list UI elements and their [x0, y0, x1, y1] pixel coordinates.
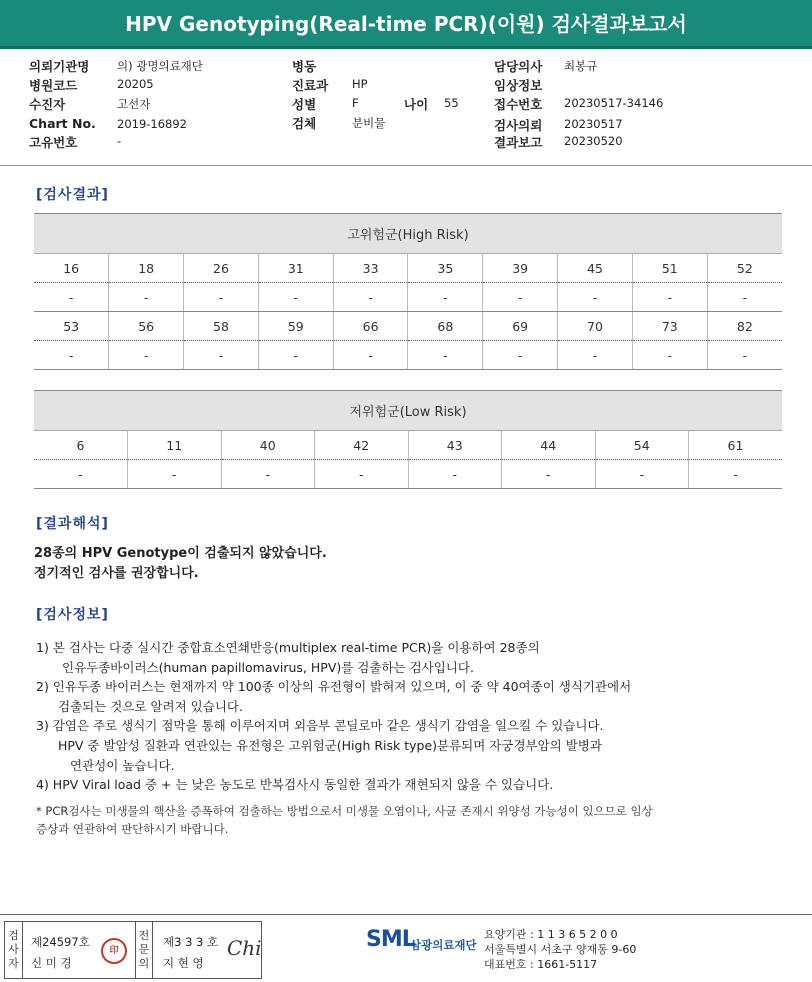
hpv-result-cell: - [184, 283, 259, 312]
info-value-sex: F [352, 96, 359, 110]
note-line: 인유두종바이러스(human papillomavirus, HPV)를 검출하는 검사입니다. [62, 659, 474, 675]
info-label-patient: 수진자 [29, 97, 66, 112]
footnote [36, 802, 776, 838]
hpv-result-cell: - [595, 460, 689, 489]
note-line: 3) 감염은 주로 생식기 점막을 통해 이루어지며 외음부 콘딜로마 같은 생식기 감염을 일으킬 수 있습니다. [36, 718, 604, 734]
note-line: 연관성이 높습니다. [70, 757, 175, 773]
info-label-chart-no: Chart No. [29, 116, 96, 131]
info-value-unique-no: - [117, 134, 122, 148]
institution-phone: 대표번호 : 1661-5117 [484, 958, 598, 971]
interpretation-text [34, 544, 327, 584]
low-risk-table [34, 390, 782, 489]
hpv-type-cell: 45 [558, 254, 633, 283]
sml-logo-name: 삼광의료재단 [410, 938, 477, 952]
info-value-patient: 고선자 [117, 97, 151, 111]
hpv-type-cell: 43 [408, 431, 502, 460]
hpv-type-cell: 52 [707, 254, 782, 283]
hpv-result-cell: - [483, 283, 558, 312]
hpv-type-cell: 61 [689, 431, 783, 460]
info-value-chart-no: 2019-16892 [117, 117, 187, 131]
info-label-sex: 성별 [292, 97, 317, 112]
footnote-line: * PCR검사는 미생물의 핵산을 증폭하여 검출하는 방법으로서 미생물 오염이나, 사균 존재시 위양성 가능성이 있으므로 임상 [36, 804, 653, 818]
hpv-type-cell: 59 [258, 312, 333, 341]
interpretation-line: 28종의 HPV Genotype이 검출되지 않았습니다. [34, 546, 327, 561]
hpv-result-cell: - [109, 341, 184, 370]
hpv-type-cell: 68 [408, 312, 483, 341]
info-label-department: 진료과 [292, 78, 329, 93]
hpv-result-cell: - [333, 341, 408, 370]
hpv-type-cell: 58 [184, 312, 259, 341]
hpv-result-cell: - [109, 283, 184, 312]
hpv-result-cell: - [34, 341, 109, 370]
tester-name: 신 미 경 [31, 956, 72, 970]
hpv-result-cell: - [315, 460, 409, 489]
footnote-line: 증상과 연관하여 판단하시기 바랍니다. [36, 822, 229, 836]
info-value-specimen: 분비물 [352, 116, 386, 130]
info-value-age: 55 [444, 96, 459, 110]
info-label-hospital-code: 병원코드 [29, 78, 78, 93]
high-risk-table [34, 213, 782, 370]
info-label-unique-no: 고유번호 [29, 135, 78, 150]
hpv-result-cell: - [221, 460, 315, 489]
hpv-result-cell: - [632, 341, 707, 370]
hpv-type-cell: 35 [408, 254, 483, 283]
hpv-type-cell: 51 [632, 254, 707, 283]
hpv-type-cell: 16 [34, 254, 109, 283]
info-label-specimen: 검체 [292, 116, 317, 131]
hpv-type-cell: 33 [333, 254, 408, 283]
hpv-type-cell: 6 [34, 431, 128, 460]
tester-vertical-label: 검사자 [5, 922, 23, 978]
info-label-ward: 병동 [292, 59, 317, 74]
hpv-type-cell: 73 [632, 312, 707, 341]
hpv-type-cell: 42 [315, 431, 409, 460]
info-label-age: 나이 [404, 97, 429, 112]
low-risk-title: 저위험군(Low Risk) [34, 391, 782, 431]
tester-license: 제24597호 [31, 935, 90, 949]
hpv-type-cell: 26 [184, 254, 259, 283]
patient-info [0, 50, 812, 166]
info-value-request-date: 20230517 [564, 117, 623, 131]
hpv-type-cell: 54 [595, 431, 689, 460]
info-value-department: HP [352, 77, 368, 91]
note-line: 1) 본 검사는 다중 실시간 중합효소연쇄반응(multiplex real-time PCR)을 이용하여 28종의 [36, 640, 540, 655]
hpv-type-cell: 31 [258, 254, 333, 283]
specialist-name: 지 현 영 [163, 956, 204, 970]
hpv-result-cell: - [333, 283, 408, 312]
hpv-result-cell: - [558, 341, 633, 370]
hpv-type-cell: 18 [109, 254, 184, 283]
hpv-result-cell: - [408, 460, 502, 489]
hpv-type-cell: 70 [558, 312, 633, 341]
hpv-type-cell: 11 [128, 431, 222, 460]
note-line: 4) HPV Viral load 중 + 는 낮은 농도로 반복검사시 동일한 결과가 재현되지 않을 수 있습니다. [36, 777, 554, 793]
hpv-type-cell: 56 [109, 312, 184, 341]
interpretation-line: 정기적인 검사를 권장합니다. [34, 566, 199, 581]
hpv-type-cell: 39 [483, 254, 558, 283]
sml-logo-mark: SML [366, 927, 415, 952]
hpv-type-cell: 53 [34, 312, 109, 341]
hpv-result-cell: - [34, 460, 128, 489]
hpv-result-cell: - [408, 283, 483, 312]
note-line: 2) 인유두종 바이러스는 현재까지 약 100종 이상의 유전형이 밝혀져 있으며, 이 중 약 40여종이 생식기관에서 [36, 679, 632, 695]
signature-box [4, 921, 262, 979]
specialist-vertical-label: 전문의 [135, 922, 153, 978]
note-line: 검출되는 것으로 알려져 있습니다. [58, 698, 243, 714]
hpv-result-cell: - [128, 460, 222, 489]
info-label-institution: 의뢰기관명 [29, 59, 90, 74]
specialist-license: 제3 3 3 호 [163, 935, 219, 949]
hpv-result-cell: - [632, 283, 707, 312]
info-value-hospital-code: 20205 [117, 77, 154, 91]
hpv-type-cell: 66 [333, 312, 408, 341]
hpv-result-cell: - [258, 341, 333, 370]
hpv-result-cell: - [184, 341, 259, 370]
institution-address: 서울특별시 서초구 양재동 9-60 [484, 943, 637, 956]
interpretation-section-title: [결과해석] [36, 516, 109, 532]
report-title: HPV Genotyping(Real-time PCR)(이원) 검사결과보고서 [0, 0, 812, 49]
hpv-result-cell: - [483, 341, 558, 370]
hpv-result-cell: - [707, 283, 782, 312]
hpv-result-cell: - [258, 283, 333, 312]
info-value-report-date: 20230520 [564, 134, 623, 148]
hpv-type-cell: 40 [221, 431, 315, 460]
high-risk-title: 고위험군(High Risk) [34, 214, 782, 254]
hpv-result-cell: - [707, 341, 782, 370]
test-info-section-title: [검사정보] [36, 607, 109, 623]
hpv-type-cell: 69 [483, 312, 558, 341]
info-label-doctor: 담당의사 [494, 59, 543, 74]
hpv-result-cell: - [408, 341, 483, 370]
info-label-request-date: 검사의뢰 [494, 118, 543, 133]
institution-code: 요양기관 : 1 1 3 6 5 2 0 0 [484, 928, 618, 941]
report-footer [0, 914, 812, 982]
info-value-institution: 의) 광명의료재단 [117, 59, 203, 73]
info-value-doctor: 최봉규 [564, 59, 598, 73]
hpv-type-cell: 82 [707, 312, 782, 341]
info-label-clinical: 임상정보 [494, 78, 543, 93]
hpv-result-cell: - [689, 460, 783, 489]
hpv-result-cell: - [34, 283, 109, 312]
results-section-title: [검사결과] [36, 187, 109, 203]
sml-logo [366, 927, 477, 952]
institution-info [484, 927, 636, 972]
specialist-signature: Chi [227, 936, 262, 960]
note-line: HPV 중 발암성 질환과 연관있는 유전형은 고위험군(High Risk type)분류되며 자궁경부암의 발병과 [58, 737, 602, 753]
info-label-receipt-no: 접수번호 [494, 97, 543, 112]
info-value-receipt-no: 20230517-34146 [564, 96, 664, 110]
hpv-result-cell: - [502, 460, 596, 489]
tester-stamp-icon: 印 [101, 938, 127, 964]
test-info-notes [36, 638, 786, 795]
info-label-report-date: 결과보고 [494, 135, 543, 150]
hpv-type-cell: 44 [502, 431, 596, 460]
hpv-result-cell: - [558, 283, 633, 312]
